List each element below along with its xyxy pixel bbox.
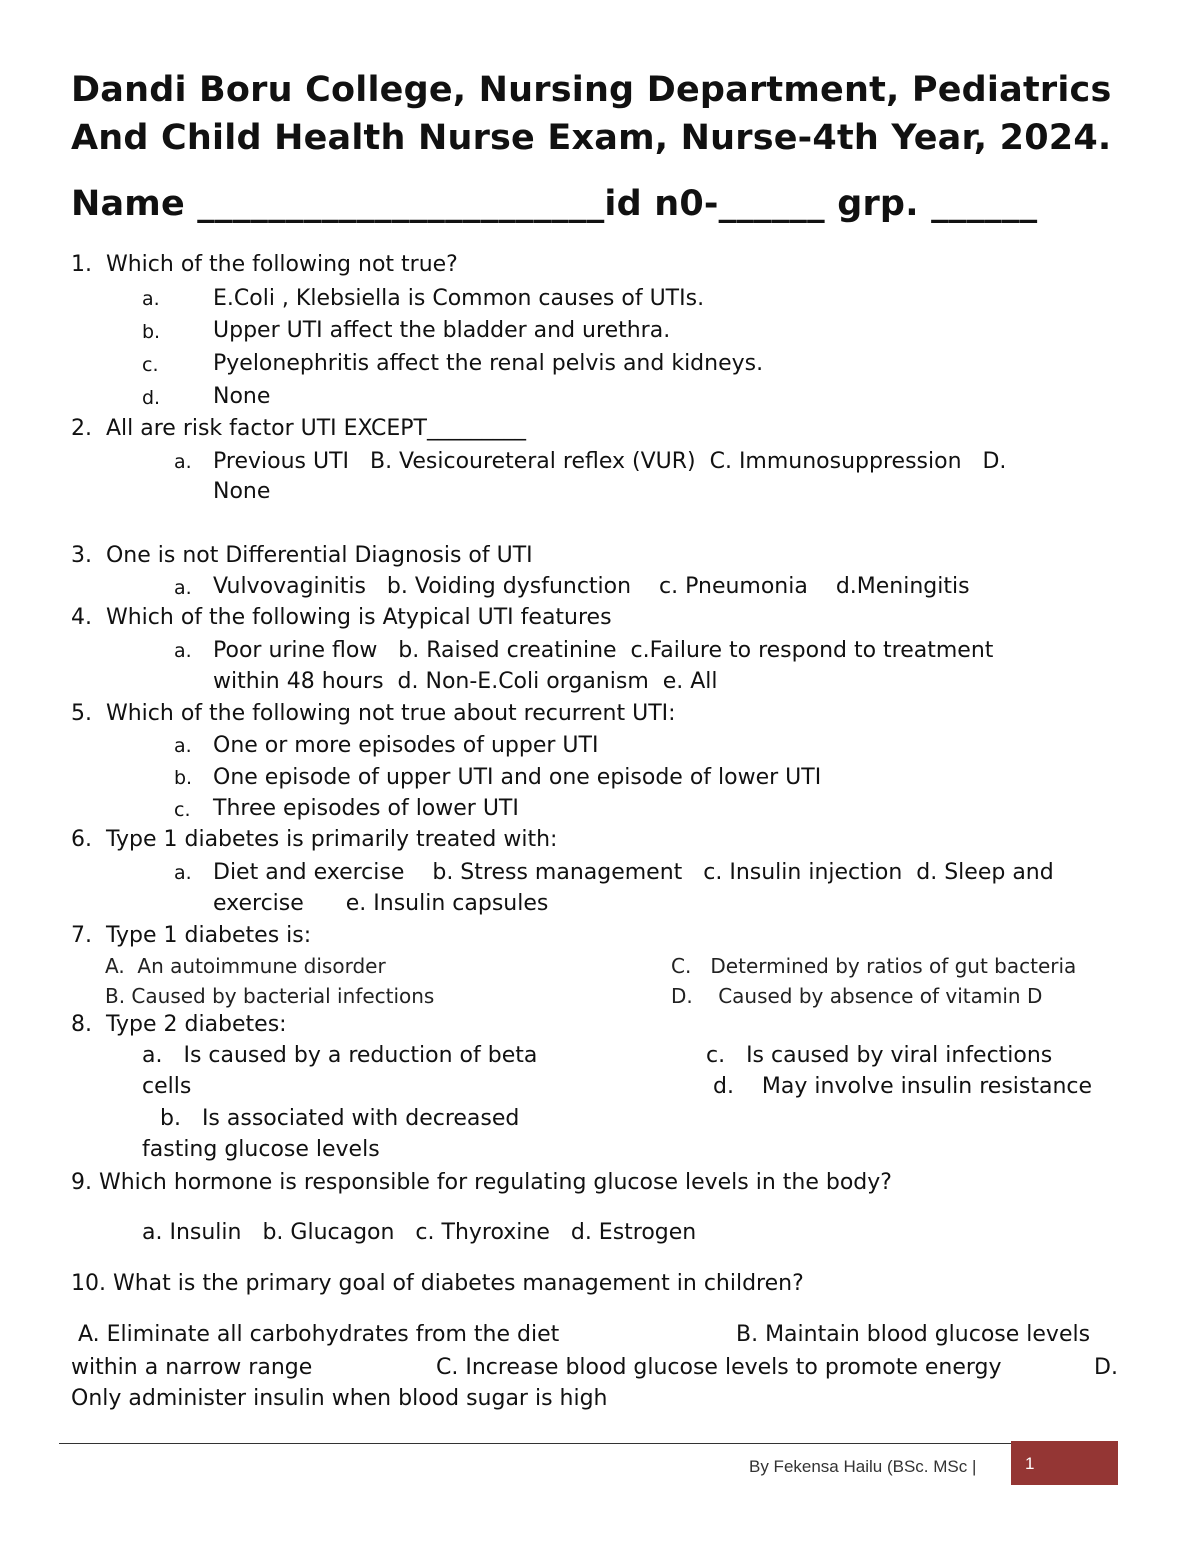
option-text: Diet and exercise b. Stress management c. Insulin injection d. Sleep and [213, 860, 1054, 885]
question-9: 9. Which hormone is responsible for regulating glucose levels in the body? [71, 1170, 892, 1195]
option-text: One episode of upper UTI and one episode of lower UTI [213, 765, 822, 790]
question-10: 10. What is the primary goal of diabetes management in children? [71, 1271, 804, 1296]
question-7: 7. Type 1 diabetes is: [71, 923, 312, 948]
exam-title-line-1: Dandi Boru College, Nursing Department, Pediatrics [71, 70, 1112, 110]
question-2: 2. All are risk factor UTI EXCEPT_________ [71, 416, 526, 441]
option-text: Three episodes of lower UTI [213, 796, 519, 821]
footer-divider [59, 1443, 1118, 1444]
option-b: B. Caused by bacterial infections [105, 984, 435, 1008]
question-4: 4. Which of the following is Atypical UTI features [71, 605, 612, 630]
option-d-label: D. [1094, 1355, 1118, 1380]
option-text: Poor urine flow b. Raised creatinine c.Failure to respond to treatment [213, 638, 994, 663]
options-line: a. Insulin b. Glucagon c. Thyroxine d. Estrogen [142, 1220, 697, 1245]
option-label: d. [142, 387, 161, 409]
option-a: A. Eliminate all carbohydrates from the diet [71, 1322, 560, 1347]
option-text: None [213, 384, 271, 409]
option-label: c. [142, 354, 159, 376]
option-b-continued: fasting glucose levels [142, 1137, 380, 1162]
option-c: c. Is caused by viral infections [706, 1043, 1053, 1068]
question-1: 1. Which of the following not true? [71, 252, 458, 277]
option-b: b. Is associated with decreased [160, 1106, 520, 1131]
page-number: 1 [1025, 1454, 1035, 1473]
option-a: a. Is caused by a reduction of beta [142, 1043, 538, 1068]
option-label: b. [142, 321, 161, 343]
option-text: Vulvovaginitis b. Voiding dysfunction c. Pneumonia d.Meningitis [213, 574, 970, 599]
option-c: C. Increase blood glucose levels to promote energy [436, 1355, 1002, 1380]
option-text: E.Coli , Klebsiella is Common causes of UTIs. [213, 286, 705, 311]
option-c: C. Determined by ratios of gut bacteria [671, 954, 1077, 978]
page-number-box [1011, 1441, 1118, 1485]
option-text: None [213, 479, 271, 504]
option-b-continued: within a narrow range [71, 1355, 313, 1380]
question-6: 6. Type 1 diabetes is primarily treated with: [71, 827, 558, 852]
option-label: a. [174, 640, 192, 662]
option-label: a. [174, 577, 192, 599]
option-text: Upper UTI affect the bladder and urethra. [213, 318, 671, 343]
option-d: Only administer insulin when blood sugar is high [71, 1386, 608, 1411]
option-a: A. An autoimmune disorder [105, 954, 386, 978]
option-d: D. Caused by absence of vitamin D [671, 984, 1043, 1008]
option-a-continued: cells [142, 1074, 192, 1099]
option-b: B. Maintain blood glucose levels [736, 1322, 1091, 1347]
option-label: a. [142, 288, 160, 310]
option-label: c. [174, 799, 191, 821]
exam-title-line-2: And Child Health Nurse Exam, Nurse-4th Year, 2024. [71, 118, 1112, 158]
option-text: within 48 hours d. Non-E.Coli organism e. All [213, 669, 718, 694]
option-label: a. [174, 451, 192, 473]
question-3: 3. One is not Differential Diagnosis of UTI [71, 543, 533, 568]
option-text: Previous UTI B. Vesicoureteral reflex (VUR) C. Immunosuppression D. [213, 449, 1007, 474]
option-label: b. [174, 767, 193, 789]
question-8: 8. Type 2 diabetes: [71, 1012, 287, 1037]
option-label: a. [174, 735, 192, 757]
option-text: exercise e. Insulin capsules [213, 891, 549, 916]
footer-author: By Fekensa Hailu (BSc. MSc | [749, 1457, 977, 1476]
option-text: One or more episodes of upper UTI [213, 733, 599, 758]
option-label: a. [174, 862, 192, 884]
option-d: d. May involve insulin resistance [713, 1074, 1093, 1099]
question-5: 5. Which of the following not true about recurrent UTI: [71, 701, 676, 726]
option-text: Pyelonephritis affect the renal pelvis and kidneys. [213, 351, 764, 376]
name-id-group-line: Name _______________________id n0-______ grp. ______ [71, 184, 1038, 224]
